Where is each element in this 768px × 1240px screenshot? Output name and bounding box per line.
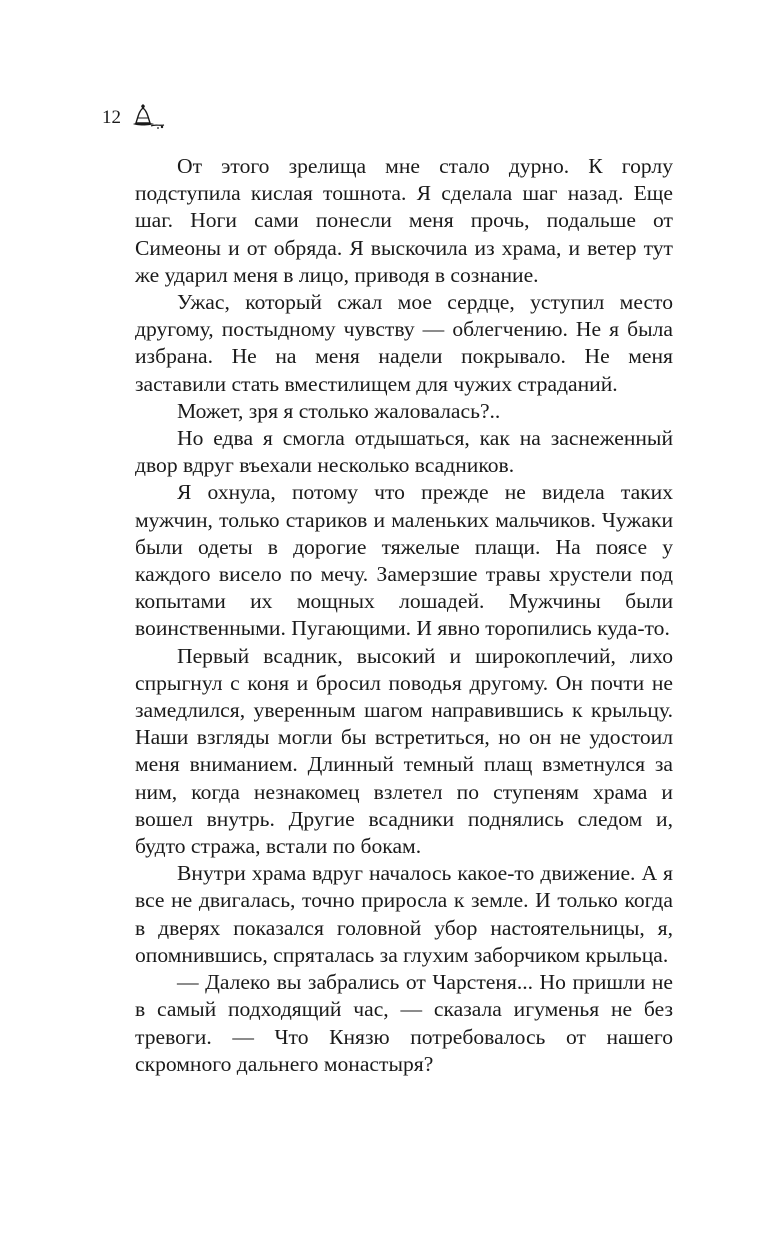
paragraph: От этого зрелища мне стало дурно. К горлу подступила кислая тошнота. Я сделала шаг назад. Еще шаг. Ноги сами понесли меня прочь, подальше от Симеоны и от обряда. Я выскочила из храма, и ветер тут же ударил меня в лицо, приводя в сознание. <box>135 154 673 287</box>
paragraph: Внутри храма вдруг началось какое-то движение. А я все не двигалась, точно приросла к земле. И только когда в дверях показался головной убор настоятельницы, я, опомнившись, спряталась за глухим заборчиком крыльца. <box>135 861 673 967</box>
paragraph: — Далеко вы забрались от Чарстеня... Но пришли не в самый подходящий час, — сказала игуменья не без тревоги. — Что Князю потребовалось от нашего скромного дальнего монастыря? <box>135 970 673 1076</box>
page-number: 12 <box>102 106 121 128</box>
body-text <box>135 153 673 1078</box>
paragraph: Может, зря я столько жаловалась?.. <box>177 398 501 423</box>
paragraph: Но едва я смогла отдышаться, как на заснеженный двор вдруг въехали несколько всадников. <box>135 426 673 478</box>
paragraph: Первый всадник, высокий и широкоплечий, лихо спрыгнул с коня и бросил поводья другому. Он почти не замедлился, уверенным шагом направившись к крыльцу. Наши взгляды могли бы встретиться, но он не удостоил меня вниманием. Длинный темный плащ взметнулся за ним, когда незнакомец взлетел по ступеням храма и вошел внутрь. Другие всадники поднялись следом и, будто стража, встали по бокам. <box>135 643 673 859</box>
paragraph: Ужас, который сжал мое сердце, уступил место другому, постыдному чувству — облегчению. Не я была избрана. Не на меня надели покрывало. Не меня заставили стать вместилищем для чужих страданий. <box>135 290 673 396</box>
page-header <box>102 100 167 134</box>
bell-ornament-icon <box>127 102 167 132</box>
paragraph: Я охнула, потому что прежде не видела таких мужчин, только стариков и маленьких мальчиков. Чужаки были одеты в дорогие тяжелые плащи. На поясе у каждого висело по мечу. Замерзшие травы хрустели под копытами их мощных лошадей. Мужчины были воинственными. Пугающими. И явно торопились куда-то. <box>135 480 673 641</box>
